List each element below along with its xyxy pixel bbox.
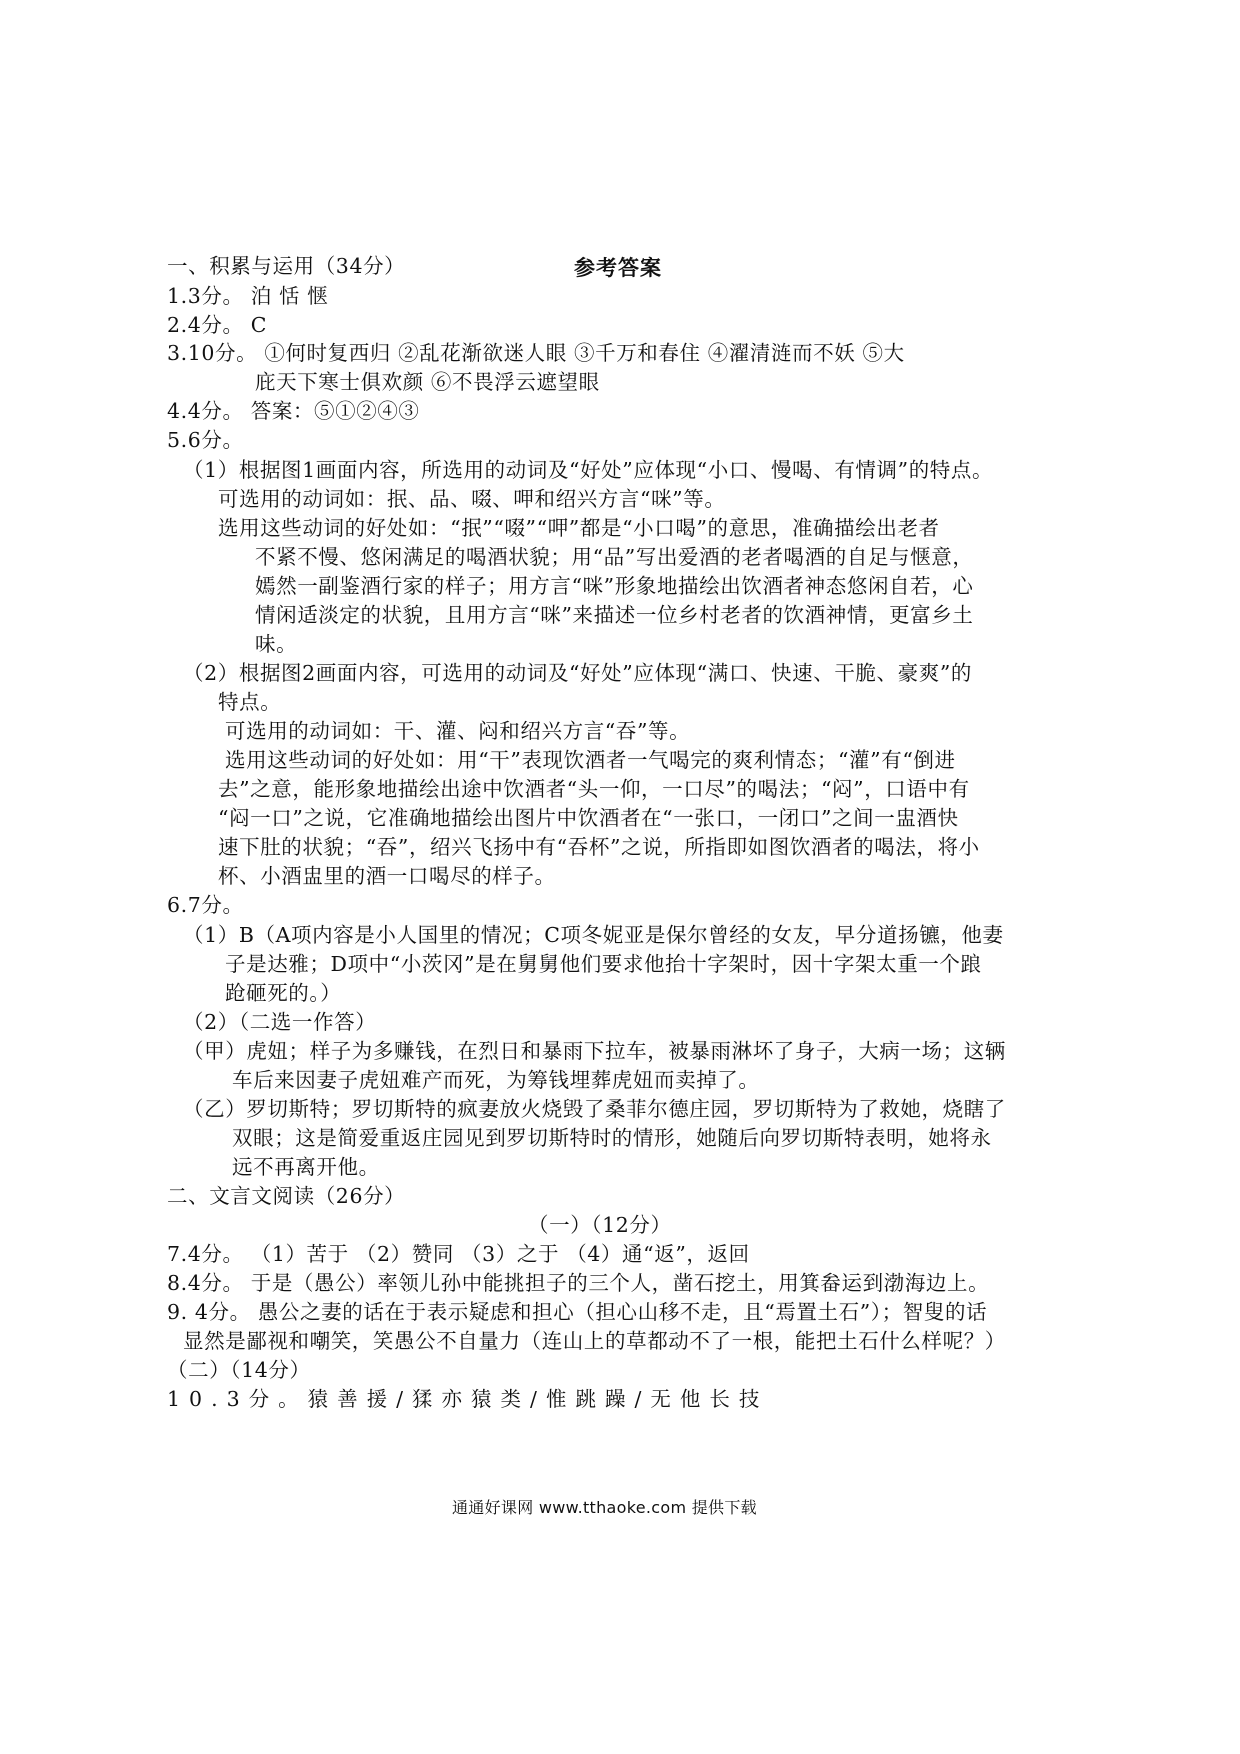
answer-line: 4.4分。 答案：⑤①②④③ (167, 399, 420, 423)
answer-line: 跄砸死的。） (225, 981, 342, 1005)
answer-line: 可选用的动词如：干、灌、闷和绍兴方言“吞”等。 (225, 719, 691, 743)
answer-line: 显然是鄙视和嘲笑，笑愚公不自量力（连山上的草都动不了一根，能把土石什么样呢？） (183, 1329, 1006, 1353)
footer-text: 通通好课网 www.tthaoke.com 提供下载 (452, 1498, 757, 1517)
answer-line: （1）根据图1画面内容，所选用的动词及“好处”应体现“小口、慢喝、有情调”的特点。 (183, 458, 994, 482)
answer-line: 杯、小酒盅里的酒一口喝尽的样子。 (218, 864, 556, 888)
answer-line: 选用这些动词的好处如：用“干”表现饮酒者一气喝完的爽利情态；“灌”有“倒进 (225, 748, 956, 772)
answer-line: 9. 4分。 愚公之妻的话在于表示疑虑和担心（担心山移不走，且“焉置土石”）；智叟的话 (167, 1300, 988, 1324)
answer-line: 3.10分。 ①何时复西归 ②乱花渐欲迷人眼 ③千万和春住 ④濯清涟而不妖 ⑤大 (167, 341, 905, 365)
answer-line: 味。 (255, 632, 298, 656)
answer-line: 选用这些动词的好处如：“抿”“啜”“呷”都是“小口喝”的意思，准确描绘出老者 (218, 516, 940, 540)
answer-line: 6.7分。 (167, 893, 244, 917)
answer-line: 10.3分。猿善援/猱亦猿类/惟跳躁/无他长技 (167, 1387, 769, 1411)
page-title: 参考答案 (574, 255, 662, 280)
section-heading: 二、文言文阅读（26分） (167, 1184, 406, 1208)
answer-line: 子是达雅；D项中“小茨冈”是在舅舅他们要求他抬十字架时，因十字架太重一个踉 (225, 952, 982, 976)
answer-line: （甲）虎妞；样子为多赚钱，在烈日和暴雨下拉车，被暴雨淋坏了身子，大病一场；这辆 (183, 1039, 1006, 1063)
answer-line: 庇天下寒士俱欢颜 ⑥不畏浮云遮望眼 (255, 370, 600, 394)
answer-line: 车后来因妻子虎妞难产而死，为筹钱埋葬虎妞而卖掉了。 (232, 1068, 760, 1092)
answer-line: 去”之意，能形象地描绘出途中饮酒者“头一仰，一口尽”的喝法；“闷”，口语中有 (218, 777, 970, 801)
answer-line: 8.4分。 于是（愚公）率领儿孙中能挑担子的三个人，凿石挖土，用箕畚运到渤海边上。 (167, 1271, 990, 1295)
answer-line: 1.3分。 泊 恬 惬 (167, 284, 329, 308)
answer-line: 7.4分。 （1）苦于 （2）赞同 （3）之于 （4）通“返”，返回 (167, 1242, 750, 1266)
answer-line: 特点。 (218, 690, 282, 714)
answer-line: （2）根据图2画面内容，可选用的动词及“好处”应体现“满口、快速、干脆、豪爽”的 (183, 661, 973, 685)
answer-line: 2.4分。 C (167, 313, 268, 337)
answer-line: （1）B（A项内容是小人国里的情况；C项冬妮亚是保尔曾经的女友，早分道扬镳，他妻 (183, 923, 1004, 947)
answer-line: 双眼；这是简爱重返庄园见到罗切斯特时的情形，她随后向罗切斯特表明，她将永 (232, 1126, 992, 1150)
subsection-heading: （二）（14分） (167, 1358, 311, 1382)
answer-line: 5.6分。 (167, 428, 244, 452)
section-heading: 一、积累与运用（34分） (167, 254, 406, 278)
answer-line: “闷一口”之说，它准确地描绘出图片中饮酒者在“一张口，一闭口”之间一盅酒快 (218, 806, 959, 830)
answer-line: （2）（二选一作答） (183, 1010, 377, 1034)
answer-line: 情闲适淡定的状貌，且用方言“咪”来描述一位乡村老者的饮酒神情，更富乡土 (255, 603, 974, 627)
answer-line: 远不再离开他。 (232, 1155, 380, 1179)
answer-line: 不紧不慢、悠闲满足的喝酒状貌；用“品”写出爱酒的老者喝酒的自足与惬意， (255, 545, 974, 569)
subsection-heading: （一）（12分） (528, 1213, 672, 1237)
answer-line: 嫣然一副鉴酒行家的样子；用方言“咪”形象地描绘出饮酒者神态悠闲自若，心 (255, 574, 974, 598)
answer-line: 可选用的动词如：抿、品、啜、呷和绍兴方言“咪”等。 (218, 487, 726, 511)
answer-line: 速下肚的状貌；“吞”，绍兴飞扬中有“吞杯”之说，所指即如图饮酒者的喝法，将小 (218, 835, 980, 859)
answer-line: （乙）罗切斯特；罗切斯特的疯妻放火烧毁了桑菲尔德庄园，罗切斯特为了救她，烧瞎了 (183, 1097, 1006, 1121)
